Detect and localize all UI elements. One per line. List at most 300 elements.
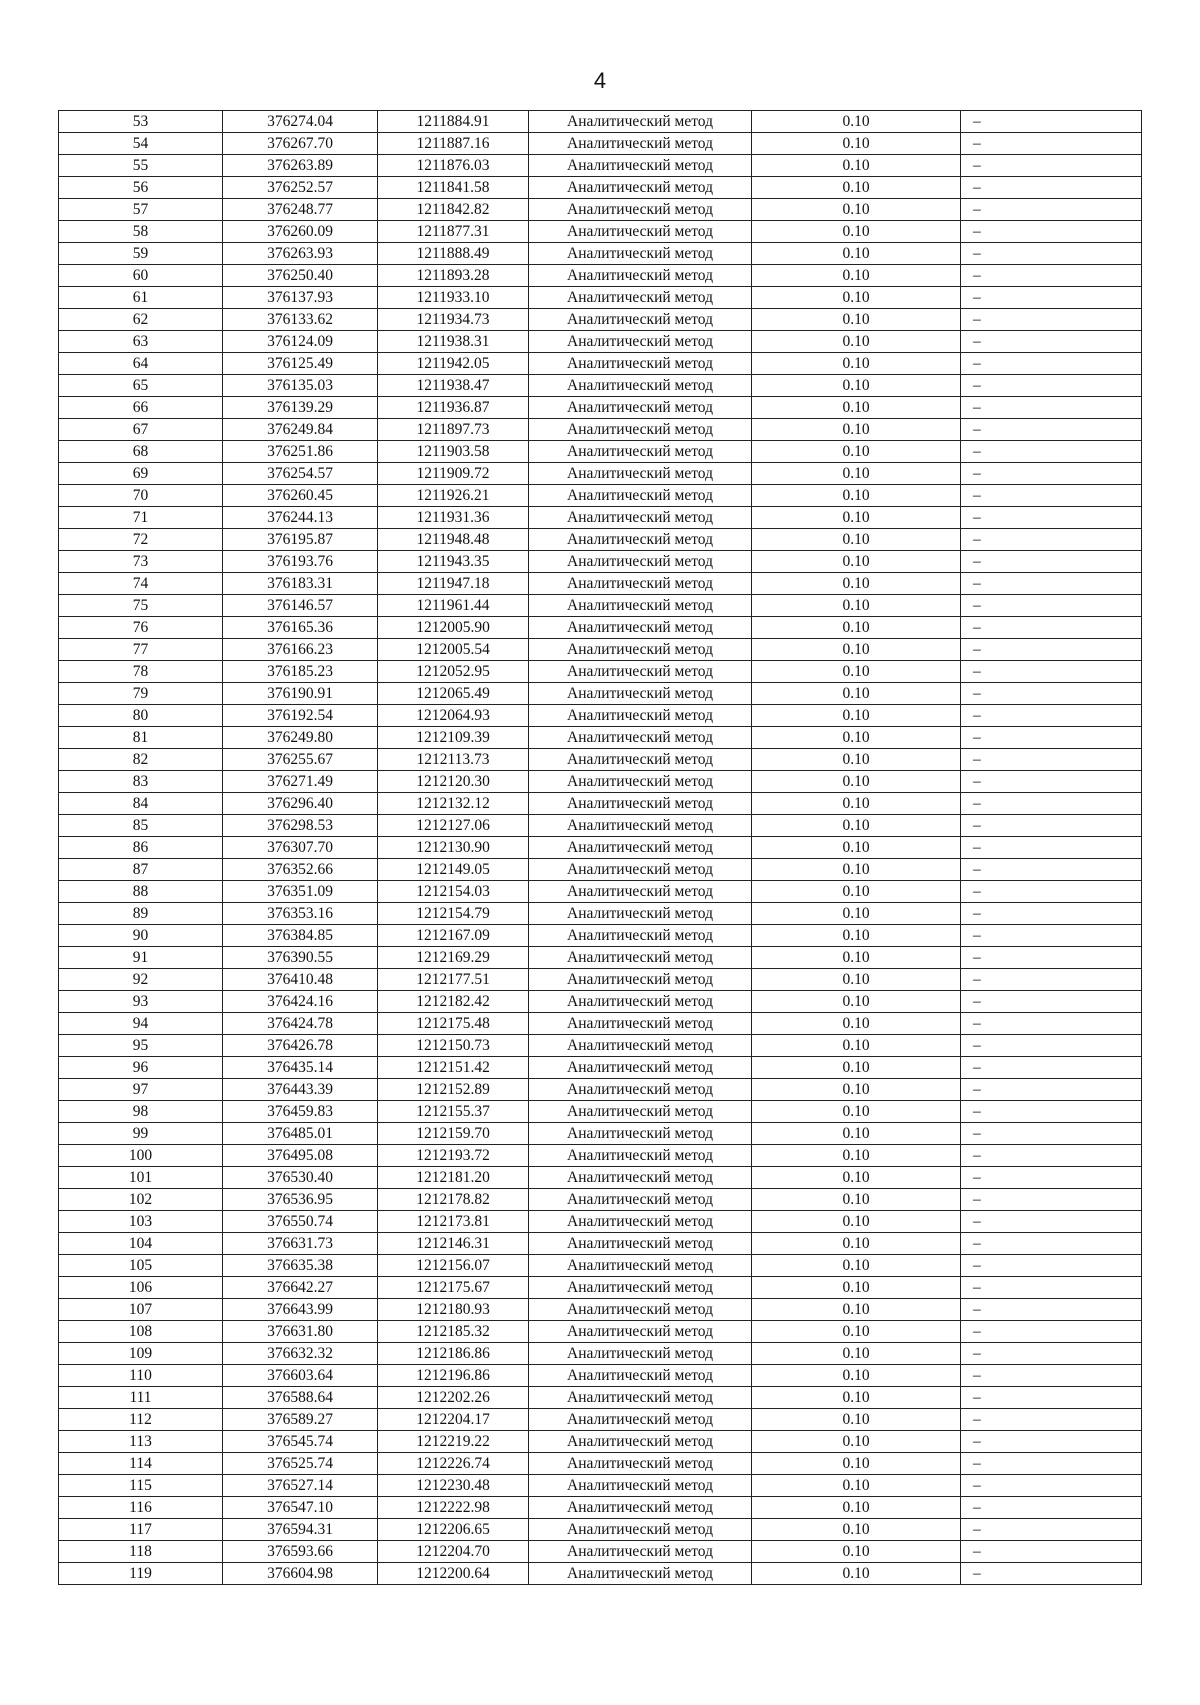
cell-y-coordinate: 1211947.18: [378, 573, 529, 595]
cell-x-coordinate: 376267.70: [223, 133, 378, 155]
cell-error: 0.10: [752, 419, 961, 441]
table-row: [59, 573, 1142, 595]
cell-method: Аналитический метод: [529, 1409, 752, 1431]
table-row: [59, 683, 1142, 705]
cell-method: Аналитический метод: [529, 243, 752, 265]
table-row: [59, 441, 1142, 463]
cell-error: 0.10: [752, 243, 961, 265]
cell-point-number: 56: [59, 177, 223, 199]
cell-point-number: 58: [59, 221, 223, 243]
cell-point-number: 57: [59, 199, 223, 221]
cell-x-coordinate: 376252.57: [223, 177, 378, 199]
cell-y-coordinate: 1212146.31: [378, 1233, 529, 1255]
cell-x-coordinate: 376530.40: [223, 1167, 378, 1189]
cell-note: –: [961, 705, 1142, 727]
cell-note: –: [961, 155, 1142, 177]
table-row: [59, 1057, 1142, 1079]
cell-point-number: 117: [59, 1519, 223, 1541]
cell-y-coordinate: 1211926.21: [378, 485, 529, 507]
cell-y-coordinate: 1212132.12: [378, 793, 529, 815]
table-row: [59, 1519, 1142, 1541]
cell-point-number: 74: [59, 573, 223, 595]
cell-x-coordinate: 376424.16: [223, 991, 378, 1013]
cell-point-number: 109: [59, 1343, 223, 1365]
cell-x-coordinate: 376643.99: [223, 1299, 378, 1321]
cell-y-coordinate: 1212204.17: [378, 1409, 529, 1431]
cell-y-coordinate: 1212159.70: [378, 1123, 529, 1145]
cell-x-coordinate: 376250.40: [223, 265, 378, 287]
table-row: [59, 639, 1142, 661]
cell-x-coordinate: 376547.10: [223, 1497, 378, 1519]
cell-note: –: [961, 1299, 1142, 1321]
cell-method: Аналитический метод: [529, 331, 752, 353]
cell-error: 0.10: [752, 771, 961, 793]
cell-note: –: [961, 353, 1142, 375]
cell-method: Аналитический метод: [529, 155, 752, 177]
cell-method: Аналитический метод: [529, 441, 752, 463]
cell-method: Аналитический метод: [529, 111, 752, 133]
cell-method: Аналитический метод: [529, 1541, 752, 1563]
cell-point-number: 73: [59, 551, 223, 573]
cell-x-coordinate: 376193.76: [223, 551, 378, 573]
cell-note: –: [961, 529, 1142, 551]
cell-note: –: [961, 1255, 1142, 1277]
cell-y-coordinate: 1211877.31: [378, 221, 529, 243]
table-row: [59, 617, 1142, 639]
cell-method: Аналитический метод: [529, 749, 752, 771]
cell-note: –: [961, 1453, 1142, 1475]
cell-method: Аналитический метод: [529, 265, 752, 287]
cell-note: –: [961, 1541, 1142, 1563]
table-row: [59, 1167, 1142, 1189]
cell-y-coordinate: 1212219.22: [378, 1431, 529, 1453]
cell-x-coordinate: 376165.36: [223, 617, 378, 639]
table-row: [59, 1123, 1142, 1145]
cell-x-coordinate: 376124.09: [223, 331, 378, 353]
cell-error: 0.10: [752, 1497, 961, 1519]
cell-error: 0.10: [752, 1145, 961, 1167]
cell-error: 0.10: [752, 969, 961, 991]
cell-x-coordinate: 376588.64: [223, 1387, 378, 1409]
table-row: [59, 243, 1142, 265]
cell-point-number: 104: [59, 1233, 223, 1255]
cell-note: –: [961, 441, 1142, 463]
cell-error: 0.10: [752, 1079, 961, 1101]
cell-method: Аналитический метод: [529, 683, 752, 705]
cell-method: Аналитический метод: [529, 1475, 752, 1497]
cell-y-coordinate: 1212181.20: [378, 1167, 529, 1189]
cell-x-coordinate: 376271.49: [223, 771, 378, 793]
cell-x-coordinate: 376485.01: [223, 1123, 378, 1145]
cell-y-coordinate: 1212173.81: [378, 1211, 529, 1233]
cell-note: –: [961, 221, 1142, 243]
cell-method: Аналитический метод: [529, 1211, 752, 1233]
cell-y-coordinate: 1211934.73: [378, 309, 529, 331]
table-row: [59, 1563, 1142, 1585]
cell-y-coordinate: 1212150.73: [378, 1035, 529, 1057]
cell-y-coordinate: 1212154.03: [378, 881, 529, 903]
cell-y-coordinate: 1211938.47: [378, 375, 529, 397]
cell-note: –: [961, 199, 1142, 221]
cell-x-coordinate: 376545.74: [223, 1431, 378, 1453]
cell-error: 0.10: [752, 111, 961, 133]
cell-method: Аналитический метод: [529, 1431, 752, 1453]
cell-x-coordinate: 376604.98: [223, 1563, 378, 1585]
cell-note: –: [961, 1365, 1142, 1387]
cell-x-coordinate: 376190.91: [223, 683, 378, 705]
cell-point-number: 95: [59, 1035, 223, 1057]
cell-note: –: [961, 1013, 1142, 1035]
cell-method: Аналитический метод: [529, 1189, 752, 1211]
cell-method: Аналитический метод: [529, 1145, 752, 1167]
cell-note: –: [961, 397, 1142, 419]
cell-point-number: 71: [59, 507, 223, 529]
cell-method: Аналитический метод: [529, 1277, 752, 1299]
cell-error: 0.10: [752, 1101, 961, 1123]
table-row: [59, 507, 1142, 529]
cell-x-coordinate: 376274.04: [223, 111, 378, 133]
cell-method: Аналитический метод: [529, 1101, 752, 1123]
table-row: [59, 111, 1142, 133]
cell-x-coordinate: 376550.74: [223, 1211, 378, 1233]
cell-x-coordinate: 376594.31: [223, 1519, 378, 1541]
cell-point-number: 108: [59, 1321, 223, 1343]
cell-method: Аналитический метод: [529, 463, 752, 485]
cell-method: Аналитический метод: [529, 1519, 752, 1541]
cell-method: Аналитический метод: [529, 375, 752, 397]
cell-note: –: [961, 243, 1142, 265]
table-row: [59, 595, 1142, 617]
cell-error: 0.10: [752, 595, 961, 617]
cell-point-number: 70: [59, 485, 223, 507]
table-row: [59, 199, 1142, 221]
cell-point-number: 114: [59, 1453, 223, 1475]
cell-point-number: 107: [59, 1299, 223, 1321]
cell-note: –: [961, 177, 1142, 199]
cell-y-coordinate: 1211961.44: [378, 595, 529, 617]
cell-error: 0.10: [752, 815, 961, 837]
cell-method: Аналитический метод: [529, 991, 752, 1013]
cell-error: 0.10: [752, 463, 961, 485]
cell-note: –: [961, 1387, 1142, 1409]
cell-error: 0.10: [752, 1057, 961, 1079]
cell-method: Аналитический метод: [529, 705, 752, 727]
cell-point-number: 118: [59, 1541, 223, 1563]
cell-error: 0.10: [752, 1475, 961, 1497]
table-row: [59, 749, 1142, 771]
cell-x-coordinate: 376249.84: [223, 419, 378, 441]
cell-method: Аналитический метод: [529, 837, 752, 859]
cell-x-coordinate: 376424.78: [223, 1013, 378, 1035]
cell-point-number: 77: [59, 639, 223, 661]
table-row: [59, 1013, 1142, 1035]
cell-x-coordinate: 376536.95: [223, 1189, 378, 1211]
cell-note: –: [961, 287, 1142, 309]
cell-method: Аналитический метод: [529, 1013, 752, 1035]
cell-note: –: [961, 133, 1142, 155]
cell-y-coordinate: 1212177.51: [378, 969, 529, 991]
cell-note: –: [961, 419, 1142, 441]
cell-error: 0.10: [752, 1321, 961, 1343]
cell-note: –: [961, 551, 1142, 573]
table-row: [59, 1387, 1142, 1409]
cell-error: 0.10: [752, 1211, 961, 1233]
cell-error: 0.10: [752, 1365, 961, 1387]
cell-note: –: [961, 1431, 1142, 1453]
cell-y-coordinate: 1212005.90: [378, 617, 529, 639]
cell-method: Аналитический метод: [529, 1233, 752, 1255]
cell-note: –: [961, 485, 1142, 507]
cell-point-number: 82: [59, 749, 223, 771]
cell-point-number: 63: [59, 331, 223, 353]
table-row: [59, 331, 1142, 353]
cell-method: Аналитический метод: [529, 529, 752, 551]
cell-point-number: 113: [59, 1431, 223, 1453]
cell-y-coordinate: 1212167.09: [378, 925, 529, 947]
cell-x-coordinate: 376185.23: [223, 661, 378, 683]
cell-point-number: 72: [59, 529, 223, 551]
cell-point-number: 79: [59, 683, 223, 705]
cell-error: 0.10: [752, 991, 961, 1013]
cell-note: –: [961, 1409, 1142, 1431]
cell-error: 0.10: [752, 1409, 961, 1431]
cell-x-coordinate: 376263.89: [223, 155, 378, 177]
cell-note: –: [961, 683, 1142, 705]
cell-y-coordinate: 1212175.48: [378, 1013, 529, 1035]
cell-x-coordinate: 376296.40: [223, 793, 378, 815]
cell-x-coordinate: 376351.09: [223, 881, 378, 903]
page-number: 4: [593, 68, 607, 93]
cell-point-number: 88: [59, 881, 223, 903]
cell-y-coordinate: 1212169.29: [378, 947, 529, 969]
cell-point-number: 81: [59, 727, 223, 749]
table-row: [59, 793, 1142, 815]
cell-note: –: [961, 771, 1142, 793]
cell-note: –: [961, 793, 1142, 815]
cell-error: 0.10: [752, 1035, 961, 1057]
table-row: [59, 155, 1142, 177]
cell-method: Аналитический метод: [529, 1365, 752, 1387]
cell-y-coordinate: 1211888.49: [378, 243, 529, 265]
cell-method: Аналитический метод: [529, 353, 752, 375]
cell-note: –: [961, 815, 1142, 837]
cell-error: 0.10: [752, 507, 961, 529]
cell-y-coordinate: 1212120.30: [378, 771, 529, 793]
cell-error: 0.10: [752, 1563, 961, 1585]
cell-note: –: [961, 881, 1142, 903]
cell-point-number: 76: [59, 617, 223, 639]
cell-y-coordinate: 1212154.79: [378, 903, 529, 925]
cell-x-coordinate: 376135.03: [223, 375, 378, 397]
cell-method: Аналитический метод: [529, 1057, 752, 1079]
cell-method: Аналитический метод: [529, 727, 752, 749]
cell-error: 0.10: [752, 1387, 961, 1409]
cell-x-coordinate: 376459.83: [223, 1101, 378, 1123]
cell-note: –: [961, 1211, 1142, 1233]
cell-y-coordinate: 1211876.03: [378, 155, 529, 177]
cell-note: –: [961, 1277, 1142, 1299]
table-row: [59, 1189, 1142, 1211]
cell-y-coordinate: 1211887.16: [378, 133, 529, 155]
cell-method: Аналитический метод: [529, 947, 752, 969]
cell-point-number: 98: [59, 1101, 223, 1123]
cell-y-coordinate: 1212182.42: [378, 991, 529, 1013]
cell-method: Аналитический метод: [529, 419, 752, 441]
table-row: [59, 375, 1142, 397]
cell-error: 0.10: [752, 749, 961, 771]
cell-point-number: 110: [59, 1365, 223, 1387]
cell-point-number: 66: [59, 397, 223, 419]
cell-point-number: 94: [59, 1013, 223, 1035]
cell-method: Аналитический метод: [529, 485, 752, 507]
cell-y-coordinate: 1212109.39: [378, 727, 529, 749]
cell-point-number: 96: [59, 1057, 223, 1079]
cell-point-number: 111: [59, 1387, 223, 1409]
cell-x-coordinate: 376603.64: [223, 1365, 378, 1387]
cell-error: 0.10: [752, 903, 961, 925]
table-row: [59, 947, 1142, 969]
cell-note: –: [961, 111, 1142, 133]
cell-error: 0.10: [752, 529, 961, 551]
cell-note: –: [961, 331, 1142, 353]
cell-note: –: [961, 573, 1142, 595]
cell-note: –: [961, 727, 1142, 749]
cell-x-coordinate: 376384.85: [223, 925, 378, 947]
cell-error: 0.10: [752, 1453, 961, 1475]
table-row: [59, 727, 1142, 749]
cell-point-number: 85: [59, 815, 223, 837]
cell-y-coordinate: 1212155.37: [378, 1101, 529, 1123]
cell-y-coordinate: 1211893.28: [378, 265, 529, 287]
cell-method: Аналитический метод: [529, 617, 752, 639]
cell-note: –: [961, 925, 1142, 947]
table-row: [59, 265, 1142, 287]
table-row: [59, 1475, 1142, 1497]
cell-x-coordinate: 376192.54: [223, 705, 378, 727]
cell-method: Аналитический метод: [529, 1035, 752, 1057]
cell-x-coordinate: 376443.39: [223, 1079, 378, 1101]
cell-error: 0.10: [752, 573, 961, 595]
table-row: [59, 705, 1142, 727]
cell-method: Аналитический метод: [529, 859, 752, 881]
cell-point-number: 67: [59, 419, 223, 441]
table-row: [59, 969, 1142, 991]
table-row: [59, 1343, 1142, 1365]
cell-error: 0.10: [752, 1343, 961, 1365]
cell-method: Аналитический метод: [529, 133, 752, 155]
cell-error: 0.10: [752, 1431, 961, 1453]
cell-x-coordinate: 376527.14: [223, 1475, 378, 1497]
cell-x-coordinate: 376133.62: [223, 309, 378, 331]
cell-y-coordinate: 1211909.72: [378, 463, 529, 485]
cell-x-coordinate: 376166.23: [223, 639, 378, 661]
cell-point-number: 91: [59, 947, 223, 969]
cell-method: Аналитический метод: [529, 1167, 752, 1189]
coordinates-table-body: [59, 111, 1142, 1585]
cell-method: Аналитический метод: [529, 771, 752, 793]
table-row: [59, 815, 1142, 837]
cell-error: 0.10: [752, 1519, 961, 1541]
cell-y-coordinate: 1212130.90: [378, 837, 529, 859]
cell-note: –: [961, 1475, 1142, 1497]
cell-method: Аналитический метод: [529, 815, 752, 837]
cell-error: 0.10: [752, 551, 961, 573]
cell-method: Аналитический метод: [529, 1387, 752, 1409]
cell-point-number: 60: [59, 265, 223, 287]
table-row: [59, 881, 1142, 903]
cell-error: 0.10: [752, 309, 961, 331]
cell-x-coordinate: 376255.67: [223, 749, 378, 771]
table-row: [59, 1365, 1142, 1387]
cell-note: –: [961, 1497, 1142, 1519]
cell-note: –: [961, 837, 1142, 859]
cell-point-number: 100: [59, 1145, 223, 1167]
table-row: [59, 397, 1142, 419]
cell-point-number: 54: [59, 133, 223, 155]
cell-method: Аналитический метод: [529, 793, 752, 815]
cell-y-coordinate: 1212186.86: [378, 1343, 529, 1365]
cell-point-number: 65: [59, 375, 223, 397]
cell-y-coordinate: 1212206.65: [378, 1519, 529, 1541]
cell-y-coordinate: 1211842.82: [378, 199, 529, 221]
cell-point-number: 53: [59, 111, 223, 133]
cell-error: 0.10: [752, 1233, 961, 1255]
cell-method: Аналитический метод: [529, 903, 752, 925]
cell-error: 0.10: [752, 881, 961, 903]
cell-error: 0.10: [752, 221, 961, 243]
table-row: [59, 309, 1142, 331]
cell-method: Аналитический метод: [529, 199, 752, 221]
cell-error: 0.10: [752, 727, 961, 749]
cell-y-coordinate: 1212152.89: [378, 1079, 529, 1101]
cell-method: Аналитический метод: [529, 1497, 752, 1519]
cell-error: 0.10: [752, 177, 961, 199]
cell-y-coordinate: 1212204.70: [378, 1541, 529, 1563]
table-row: [59, 1211, 1142, 1233]
cell-y-coordinate: 1212178.82: [378, 1189, 529, 1211]
cell-method: Аналитический метод: [529, 573, 752, 595]
cell-y-coordinate: 1212175.67: [378, 1277, 529, 1299]
cell-x-coordinate: 376390.55: [223, 947, 378, 969]
cell-method: Аналитический метод: [529, 881, 752, 903]
cell-note: –: [961, 265, 1142, 287]
cell-note: –: [961, 1101, 1142, 1123]
cell-note: –: [961, 375, 1142, 397]
table-row: [59, 1541, 1142, 1563]
cell-point-number: 84: [59, 793, 223, 815]
cell-y-coordinate: 1212065.49: [378, 683, 529, 705]
cell-point-number: 64: [59, 353, 223, 375]
cell-y-coordinate: 1212113.73: [378, 749, 529, 771]
cell-method: Аналитический метод: [529, 177, 752, 199]
table-row: [59, 133, 1142, 155]
cell-note: –: [961, 1233, 1142, 1255]
cell-point-number: 93: [59, 991, 223, 1013]
cell-error: 0.10: [752, 287, 961, 309]
cell-x-coordinate: 376410.48: [223, 969, 378, 991]
table-row: [59, 177, 1142, 199]
coordinates-table: [58, 110, 1142, 1585]
cell-note: –: [961, 1035, 1142, 1057]
table-row: [59, 1409, 1142, 1431]
cell-point-number: 97: [59, 1079, 223, 1101]
cell-error: 0.10: [752, 1541, 961, 1563]
cell-point-number: 59: [59, 243, 223, 265]
cell-y-coordinate: 1211884.91: [378, 111, 529, 133]
cell-error: 0.10: [752, 1255, 961, 1277]
cell-y-coordinate: 1212222.98: [378, 1497, 529, 1519]
table-row: [59, 1145, 1142, 1167]
